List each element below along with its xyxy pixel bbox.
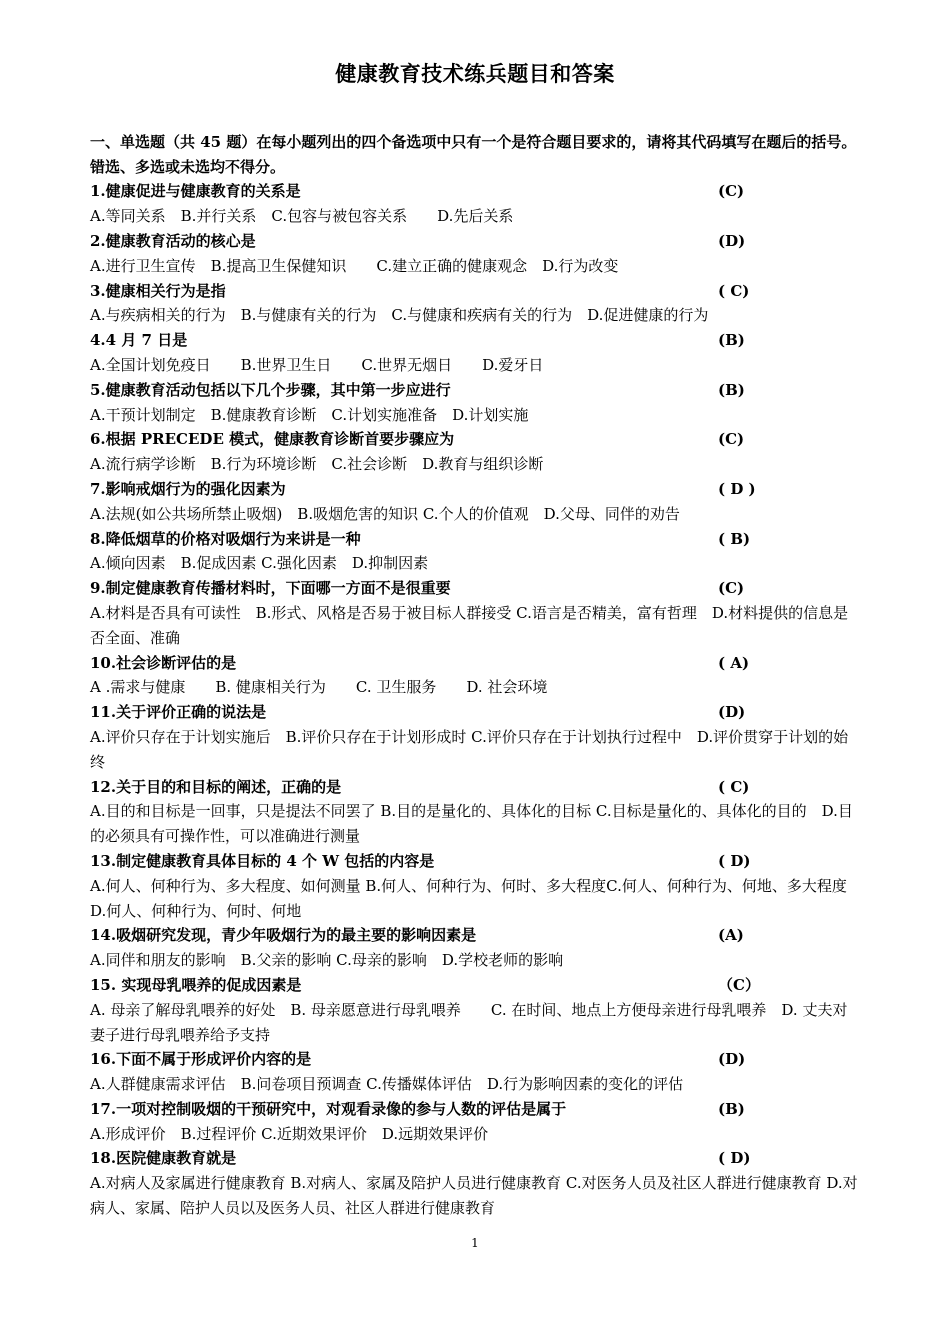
question-stem-row [90,477,862,502]
question-stem-row [90,923,862,948]
question-item [90,279,862,329]
questions-container [90,179,862,1220]
question-stem: 13.制定健康教育具体目标的 4 个 W 包括的内容是 [90,851,435,870]
question-stem-row [90,651,862,676]
answer-key: (D) [718,703,746,722]
question-stem: 8.降低烟草的价格对吸烟行为来讲是一种 [90,529,361,548]
answer-key: (C) [718,182,745,201]
answer-key: ( B) [718,529,751,548]
question-stem: 10.社会诊断评估的是 [90,653,237,672]
answer-key: (D) [718,232,746,250]
answer-key: ( A) [718,653,750,672]
question-item [90,1047,862,1097]
question-options: A.目的和目标是一回事，只是提法不同罢了 B.目的是量化的、具体化的目标 C.目标是量化的、具体化的目的 D.目的必须具有可操作性，可以准确进行测量 [90,802,853,846]
question-stem: 11.关于评价正确的说法是 [90,703,267,722]
question-item [90,378,862,428]
question-options: A.形成评价 B.过程评价 C.近期效果评价 D.远期效果评价 [90,1124,489,1143]
answer-key: ( D ) [718,479,756,498]
question-stem-row [90,700,862,725]
answer-key: ( C) [718,281,750,300]
section-intro: 一、单选题（共 45 题）在每小题列出的四个备选项中只有一个是符合题目要求的，请将其代码填写在题后的括号。错选、多选或未选均不得分。 [90,133,857,176]
question-options: A.全国计划免疫日 B.世界卫生日 C.世界无烟日 D.爱牙日 [90,355,544,374]
question-options: A. 母亲了解母乳喂养的好处 B. 母亲愿意进行母乳喂养 C. 在时间、地点上方便母亲进行母乳喂养 D. 丈夫对妻子进行母乳喂养给予支持 [90,1000,848,1044]
answer-key: (B) [718,1099,745,1118]
question-stem-row [90,576,862,601]
question-options: A.干预计划制定 B.健康教育诊断 C.计划实施准备 D.计划实施 [90,405,529,424]
question-options: A.评价只存在于计划实施后 B.评价只存在于计划形成时 C.评价只存在于计划执行过程中 D.评价贯穿于计划的始终 [90,727,849,771]
answer-key: （C） [718,975,760,994]
question-options: A.等同关系 B.并行关系 C.包容与被包容关系 D.先后关系 [90,207,514,226]
question-stem-row [90,179,862,204]
question-stem: 15. 实现母乳喂养的促成因素是 [90,975,302,994]
question-item [90,328,862,378]
question-options: A.法规(如公共场所禁止吸烟) B.吸烟危害的知识 C.个人的价值观 D.父母、同伴的劝告 [90,504,680,523]
question-item [90,775,862,849]
question-stem: 17.一项对控制吸烟的干预研究中，对观看录像的参与人数的评估是属于 [90,1099,567,1118]
answer-key: (D) [718,1050,746,1069]
question-stem-row [90,279,862,304]
question-item [90,973,862,1047]
question-stem-row [90,328,862,353]
answer-key: ( C) [718,777,750,796]
question-options: A.倾向因素 B.促成因素 C.强化因素 D.抑制因素 [90,554,429,573]
question-stem: 7.影响戒烟行为的强化因素为 [90,479,286,498]
question-item [90,527,862,577]
question-stem: 3.健康相关行为是指 [90,281,226,300]
question-stem: 18.医院健康教育就是 [90,1149,237,1168]
question-stem-row [90,1097,862,1122]
answer-key: (B) [718,331,745,350]
question-item [90,179,862,229]
answer-key: (C) [718,579,745,598]
question-options: A.进行卫生宣传 B.提高卫生保健知识 C.建立正确的健康观念 D.行为改变 [90,256,619,275]
page-title: 健康教育技术练兵题目和答案 [335,61,615,86]
page-number: 1 [471,1236,479,1250]
answer-key: ( D) [718,851,751,870]
question-stem-row [90,229,862,254]
question-stem-row [90,527,862,552]
question-stem: 2.健康教育活动的核心是 [90,232,256,250]
question-stem: 12.关于目的和目标的阐述，正确的是 [90,777,342,796]
answer-key: ( D) [718,1149,751,1168]
question-stem-row [90,849,862,874]
question-stem: 1.健康促进与健康教育的关系是 [90,182,301,201]
question-list [90,130,862,1221]
answer-key: (C) [718,430,745,449]
question-options: A .需求与健康 B. 健康相关行为 C. 卫生服务 D. 社会环境 [90,678,548,697]
question-item [90,651,862,701]
question-item [90,923,862,973]
question-item [90,849,862,923]
question-stem: 5.健康教育活动包括以下几个步骤，其中第一步应进行 [90,380,451,399]
question-options: A.同伴和朋友的影响 B.父亲的影响 C.母亲的影响 D.学校老师的影响 [90,951,564,970]
question-options: A.材料是否具有可读性 B.形式、风格是否易于被目标人群接受 C.语言是否精美，富有哲理 D.材料提供的信息是否全面、准确 [90,603,849,647]
question-options: A.人群健康需求评估 B.问卷项目预调查 C.传播媒体评估 D.行为影响因素的变化的评估 [90,1075,684,1094]
question-options: A.与疾病相关的行为 B.与健康有关的行为 C.与健康和疾病有关的行为 D.促进健康的行为 [90,306,709,325]
question-options: A.流行病学诊断 B.行为环境诊断 C.社会诊断 D.教育与组织诊断 [90,455,544,474]
question-stem-row [90,427,862,452]
question-options: A.对病人及家属进行健康教育 B.对病人、家属及陪护人员进行健康教育 C.对医务人员及社区人群进行健康教育 D.对病人、家属、陪护人员以及医务人员、社区人群进行健康教育 [90,1174,858,1218]
question-item [90,229,862,279]
question-stem-row [90,1047,862,1072]
question-stem-row [90,378,862,403]
question-stem-row [90,775,862,800]
question-stem-row [90,1146,862,1171]
question-item [90,477,862,527]
answer-key: (B) [718,380,745,399]
question-item [90,427,862,477]
question-stem: 16.下面不属于形成评价内容的是 [90,1050,312,1069]
question-item [90,700,862,774]
question-stem: 6.根据 PRECEDE 模式，健康教育诊断首要步骤应为 [90,430,455,449]
question-stem: 9.制定健康教育传播材料时，下面哪一方面不是很重要 [90,579,451,598]
question-item [90,1146,862,1220]
question-options: A.何人、何种行为、多大程度、如何测量 B.何人、何种行为、何时、多大程度C.何人、何种行为、何地、多大程度 D.何人、何种行为、何时、何地 [90,876,862,920]
question-stem: 14.吸烟研究发现，青少年吸烟行为的最主要的影响因素是 [90,926,477,945]
question-stem: 4.4 月 7 日是 [90,331,188,350]
answer-key: (A) [718,926,744,945]
question-item [90,576,862,650]
question-stem-row [90,973,862,998]
question-item [90,1097,862,1147]
